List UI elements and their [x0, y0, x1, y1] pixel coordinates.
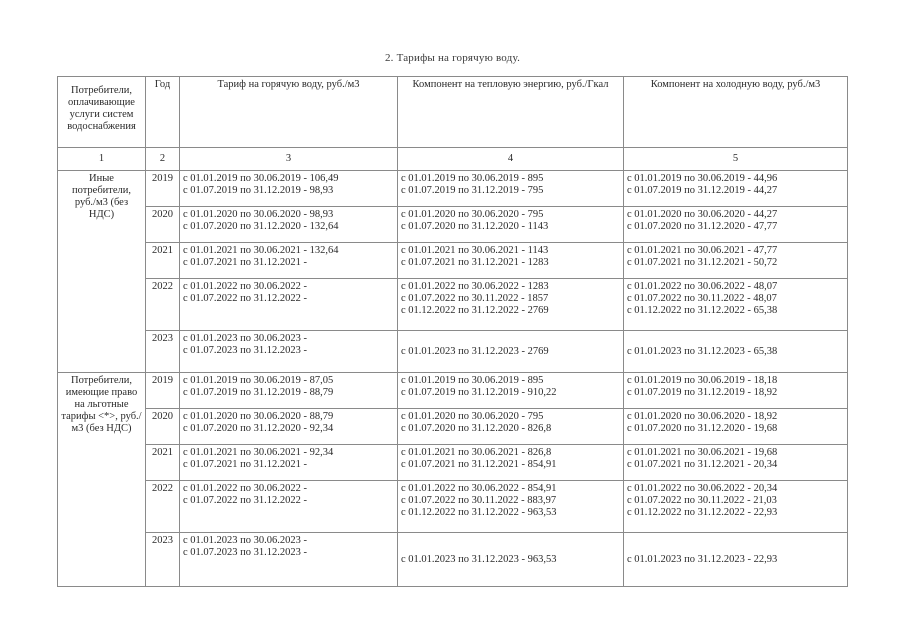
cold-period-line: с 01.01.2020 по 30.06.2020 - 44,27 [627, 209, 778, 220]
column-number: 2 [146, 148, 180, 171]
table-row [58, 243, 848, 279]
column-number: 1 [58, 148, 146, 171]
tariff-period-line: с 01.01.2023 по 30.06.2023 - [183, 333, 308, 344]
cold-cell [624, 409, 848, 445]
tariff-table [57, 76, 848, 587]
heat-period-line: с 01.01.2023 по 31.12.2023 - 2769 [401, 345, 549, 357]
tariff-period-line: с 01.07.2023 по 31.12.2023 - [183, 547, 308, 558]
header-cold-component: Компонент на холодную воду, руб./м3 [624, 77, 848, 148]
cold-cell [624, 243, 848, 279]
cold-period-line: с 01.01.2022 по 30.06.2022 - 48,07 [627, 281, 778, 292]
heat-cell [398, 279, 624, 331]
tariff-cell [180, 445, 398, 481]
tariff-cell [180, 279, 398, 331]
tariff-period-line: с 01.01.2021 по 30.06.2021 - 132,64 [183, 245, 339, 256]
year-cell: 2020 [146, 207, 180, 243]
table-row [58, 533, 848, 587]
tariff-period-line: с 01.01.2019 по 30.06.2019 - 106,49 [183, 173, 339, 184]
heat-period-line: с 01.07.2022 по 30.11.2022 - 1857 [401, 293, 549, 304]
cold-period-line: с 01.07.2022 по 30.11.2022 - 21,03 [627, 495, 777, 506]
heat-period-line: с 01.07.2019 по 31.12.2019 - 910,22 [401, 387, 557, 398]
heat-period-line: с 01.01.2023 по 31.12.2023 - 963,53 [401, 553, 557, 565]
heat-period-line: с 01.01.2021 по 30.06.2021 - 1143 [401, 245, 549, 256]
cold-period-line: с 01.01.2022 по 30.06.2022 - 20,34 [627, 483, 778, 494]
heat-cell [398, 373, 624, 409]
heat-period-line: с 01.12.2022 по 31.12.2022 - 963,53 [401, 507, 557, 518]
cold-period-line: с 01.01.2020 по 30.06.2020 - 18,92 [627, 411, 778, 422]
tariff-cell [180, 481, 398, 533]
table-row [58, 331, 848, 373]
heat-period-line: с 01.01.2020 по 30.06.2020 - 795 [401, 209, 544, 220]
table-body [58, 171, 848, 587]
year-cell: 2022 [146, 481, 180, 533]
cold-cell [624, 373, 848, 409]
tariff-period-line: с 01.07.2022 по 31.12.2022 - [183, 495, 308, 506]
tariff-period-line: с 01.07.2019 по 31.12.2019 - 88,79 [183, 387, 334, 398]
heat-period-line: с 01.01.2020 по 30.06.2020 - 795 [401, 411, 544, 422]
heat-period-line: с 01.07.2020 по 31.12.2020 - 826,8 [401, 423, 552, 434]
heat-period-line: с 01.07.2021 по 31.12.2021 - 1283 [401, 257, 549, 268]
cold-period-line: с 01.12.2022 по 31.12.2022 - 65,38 [627, 305, 778, 316]
cold-cell [624, 481, 848, 533]
year-cell: 2022 [146, 279, 180, 331]
tariff-cell [180, 331, 398, 373]
tariff-period-line: с 01.01.2020 по 30.06.2020 - 98,93 [183, 209, 334, 220]
cold-period-line: с 01.07.2020 по 31.12.2020 - 47,77 [627, 221, 778, 232]
header-heat-component: Компонент на тепловую энергию, руб./Гкал [398, 77, 624, 148]
column-number: 3 [180, 148, 398, 171]
cold-period-line: с 01.07.2020 по 31.12.2020 - 19,68 [627, 423, 778, 434]
tariff-period-line: с 01.01.2019 по 30.06.2019 - 87,05 [183, 375, 334, 386]
year-cell: 2021 [146, 445, 180, 481]
cold-period-line: с 01.07.2021 по 31.12.2021 - 50,72 [627, 257, 778, 268]
tariff-period-line: с 01.07.2023 по 31.12.2023 - [183, 345, 308, 356]
cold-cell [624, 445, 848, 481]
tariff-period-line: с 01.07.2021 по 31.12.2021 - [183, 459, 308, 470]
tariff-period-line: с 01.07.2021 по 31.12.2021 - [183, 257, 308, 268]
heat-period-line: с 01.07.2022 по 30.11.2022 - 883,97 [401, 495, 557, 506]
cold-period-line: с 01.07.2022 по 30.11.2022 - 48,07 [627, 293, 777, 304]
cold-cell [624, 171, 848, 207]
heat-cell [398, 533, 624, 587]
table-row [58, 409, 848, 445]
heat-cell [398, 445, 624, 481]
table-row [58, 373, 848, 409]
tariff-period-line: с 01.01.2021 по 30.06.2021 - 92,34 [183, 447, 334, 458]
tariff-period-line: с 01.01.2022 по 30.06.2022 - [183, 281, 308, 292]
heat-period-line: с 01.01.2021 по 30.06.2021 - 826,8 [401, 447, 552, 458]
heat-cell [398, 171, 624, 207]
tariff-period-line: с 01.01.2020 по 30.06.2020 - 88,79 [183, 411, 334, 422]
year-cell: 2019 [146, 373, 180, 409]
year-cell: 2019 [146, 171, 180, 207]
cold-period-line: с 01.01.2019 по 30.06.2019 - 18,18 [627, 375, 778, 386]
tariff-cell [180, 171, 398, 207]
cold-period-line: с 01.12.2022 по 31.12.2022 - 22,93 [627, 507, 778, 518]
heat-period-line: с 01.07.2019 по 31.12.2019 - 795 [401, 185, 544, 196]
heat-cell [398, 243, 624, 279]
tariff-cell [180, 533, 398, 587]
table-row [58, 207, 848, 243]
tariff-period-line: с 01.01.2022 по 30.06.2022 - [183, 483, 308, 494]
heat-period-line: с 01.01.2019 по 30.06.2019 - 895 [401, 173, 544, 184]
cold-period-line: с 01.01.2021 по 30.06.2021 - 47,77 [627, 245, 778, 256]
heat-cell [398, 409, 624, 445]
cold-cell [624, 331, 848, 373]
cold-period-line: с 01.07.2021 по 31.12.2021 - 20,34 [627, 459, 778, 470]
table-row [58, 171, 848, 207]
header-tariff: Тариф на горячую воду, руб./м3 [180, 77, 398, 148]
tariff-cell [180, 243, 398, 279]
year-cell: 2020 [146, 409, 180, 445]
header-consumers: Потребители, оплачивающие услуги систем водоснабжения [58, 77, 146, 148]
cold-period-line: с 01.01.2023 по 31.12.2023 - 65,38 [627, 345, 778, 357]
column-number: 5 [624, 148, 848, 171]
cold-period-line: с 01.01.2023 по 31.12.2023 - 22,93 [627, 553, 778, 565]
tariff-cell [180, 373, 398, 409]
table-row [58, 481, 848, 533]
cold-period-line: с 01.01.2019 по 30.06.2019 - 44,96 [627, 173, 778, 184]
year-cell: 2023 [146, 533, 180, 587]
cold-period-line: с 01.07.2019 по 31.12.2019 - 44,27 [627, 185, 778, 196]
year-cell: 2021 [146, 243, 180, 279]
heat-cell [398, 481, 624, 533]
column-number-row [58, 148, 848, 171]
heat-period-line: с 01.01.2022 по 30.06.2022 - 1283 [401, 281, 549, 292]
heat-period-line: с 01.01.2019 по 30.06.2019 - 895 [401, 375, 544, 386]
header-year: Год [146, 77, 180, 148]
cold-cell [624, 207, 848, 243]
cold-period-line: с 01.07.2019 по 31.12.2019 - 18,92 [627, 387, 778, 398]
heat-period-line: с 01.12.2022 по 31.12.2022 - 2769 [401, 305, 549, 316]
tariff-period-line: с 01.07.2022 по 31.12.2022 - [183, 293, 308, 304]
consumer-group-label: Иные потребители, руб./м3 (без НДС) [58, 171, 146, 373]
cold-cell [624, 279, 848, 331]
cold-cell [624, 533, 848, 587]
table-row [58, 445, 848, 481]
tariff-period-line: с 01.07.2019 по 31.12.2019 - 98,93 [183, 185, 334, 196]
tariff-period-line: с 01.07.2020 по 31.12.2020 - 132,64 [183, 221, 339, 232]
column-number: 4 [398, 148, 624, 171]
page-title: 2. Тарифы на горячую воду. [384, 52, 521, 64]
table-row [58, 279, 848, 331]
heat-period-line: с 01.07.2020 по 31.12.2020 - 1143 [401, 221, 549, 232]
tariff-period-line: с 01.01.2023 по 30.06.2023 - [183, 535, 308, 546]
heat-cell [398, 331, 624, 373]
heat-period-line: с 01.01.2022 по 30.06.2022 - 854,91 [401, 483, 557, 494]
header-row [58, 77, 848, 148]
year-cell: 2023 [146, 331, 180, 373]
tariff-cell [180, 409, 398, 445]
tariff-cell [180, 207, 398, 243]
heat-cell [398, 207, 624, 243]
consumer-group-label: Потребители, имеющие право на льготные тарифы <*>, руб./м3 (без НДС) [58, 373, 146, 587]
heat-period-line: с 01.07.2021 по 31.12.2021 - 854,91 [401, 459, 557, 470]
cold-period-line: с 01.01.2021 по 30.06.2021 - 19,68 [627, 447, 778, 458]
tariff-period-line: с 01.07.2020 по 31.12.2020 - 92,34 [183, 423, 334, 434]
